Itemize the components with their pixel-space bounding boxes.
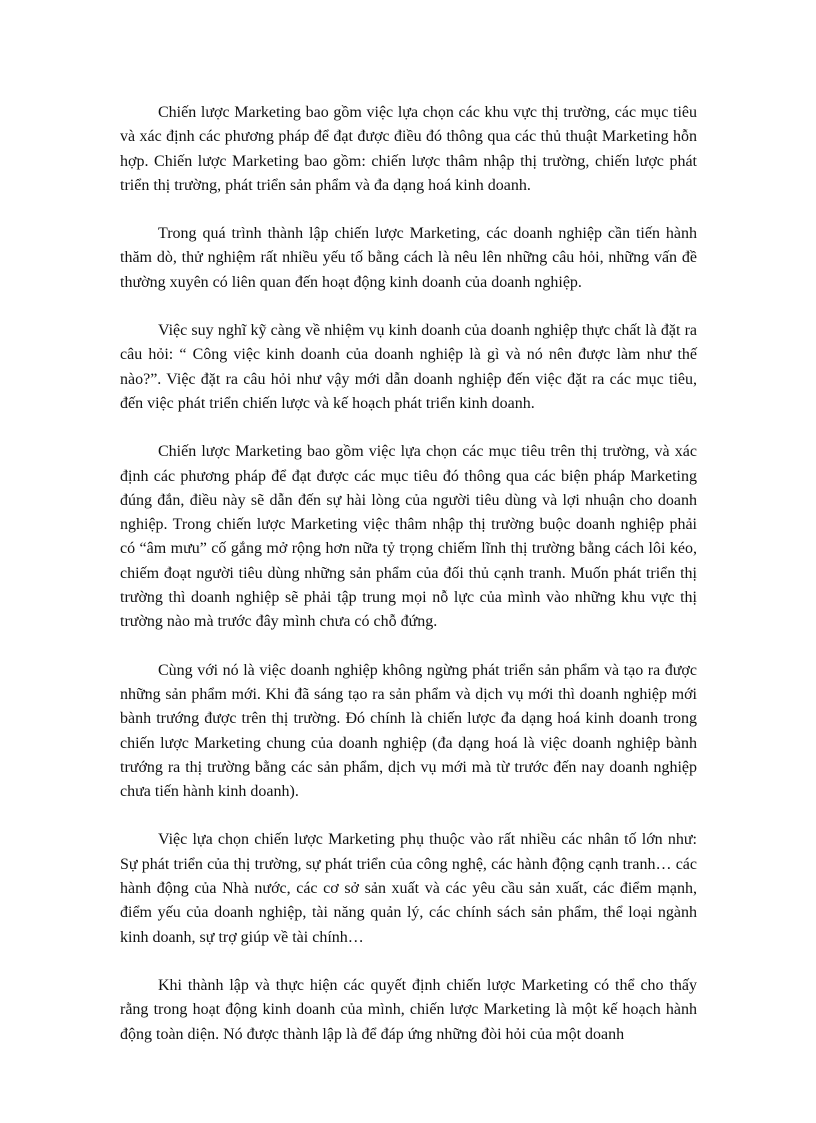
document-page: [120, 101, 697, 1047]
paragraph-6: Việc lựa chọn chiến lược Marketing phụ thuộc vào rất nhiều các nhân tố lớn như: Sự phát triển của thị trường, sự phát triển của công nghệ, các hành động cạnh tranh… các hành động của Nhà nước, các cơ sở sản xuất và các yêu cầu sản xuất, các điểm mạnh, điểm yếu của doanh nghiệp, tài năng quản lý, các chính sách sản phẩm, thể loại ngành kinh doanh, sự trợ giúp về tài chính…: [120, 831, 697, 946]
paragraph-2: Trong quá trình thành lập chiến lược Marketing, các doanh nghiệp cần tiến hành thăm dò, thử nghiệm rất nhiều yếu tố bằng cách là nêu lên những câu hỏi, những vấn đề thường xuyên có liên quan đến hoạt động kinh doanh của doanh nghiệp.: [120, 225, 697, 291]
paragraph-7: Khi thành lập và thực hiện các quyết định chiến lược Marketing có thể cho thấy rằng trong hoạt động kinh doanh của mình, chiến lược Marketing là một kế hoạch hành động toàn diện. Nó được thành lập là để đáp ứng những đòi hỏi của một doanh: [120, 976, 697, 1043]
paragraph-3: Việc suy nghĩ kỹ càng về nhiệm vụ kinh doanh của doanh nghiệp thực chất là đặt ra câu hỏi: “ Công việc kinh doanh của doanh nghiệp là gì và nó nên được làm như thế nào?”. Việc đặt ra câu hỏi như vậy mới dẫn doanh nghiệp đến việc đặt ra các mục tiêu, đến việc phát triển chiến lược và kế hoạch phát triển kinh doanh.: [120, 322, 697, 412]
paragraph-4: Chiến lược Marketing bao gồm việc lựa chọn các mục tiêu trên thị trường, và xác định các phương pháp để đạt được các mục tiêu đó thông qua các biện pháp Marketing đúng đắn, điều này sẽ dẫn đến sự hài lòng của người tiêu dùng và lợi nhuận cho doanh nghiệp. Trong chiến lược Marketing việc thâm nhập thị trường buộc doanh nghiệp phải có “âm mưu” cố gắng mở rộng hơn nữa tỷ trọng chiếm lĩnh thị trường bằng cách lôi kéo, chiếm đoạt người tiêu dùng những sản phẩm của đối thủ cạnh tranh. Muốn phát triển thị trường thì doanh nghiệp sẽ phải tập trung mọi nỗ lực của mình vào những khu vực thị trường nào mà trước đây mình chưa có chỗ đứng.: [120, 443, 697, 631]
paragraph-5: Cùng với nó là việc doanh nghiệp không ngừng phát triển sản phẩm và tạo ra được những sản phẩm mới. Khi đã sáng tạo ra sản phẩm và dịch vụ mới thì doanh nghiệp mới bành trướng được trên thị trường. Đó chính là chiến lược đa dạng hoá kinh doanh trong chiến lược Marketing chung của doanh nghiệp (đa dạng hoá là việc doanh nghiệp bành trướng ra thị trường bằng các sản phẩm, dịch vụ mới mà từ trước đến nay doanh nghiệp chưa tiến hành kinh doanh).: [120, 661, 697, 801]
paragraph-1: Chiến lược Marketing bao gồm việc lựa chọn các khu vực thị trường, các mục tiêu và xác định các phương pháp để đạt được điều đó thông qua các thủ thuật Marketing hỗn hợp. Chiến lược Marketing bao gồm: chiến lược thâm nhập thị trường, chiến lược phát triển thị trường, phát triển sản phẩm và đa dạng hoá kinh doanh.: [120, 104, 697, 194]
